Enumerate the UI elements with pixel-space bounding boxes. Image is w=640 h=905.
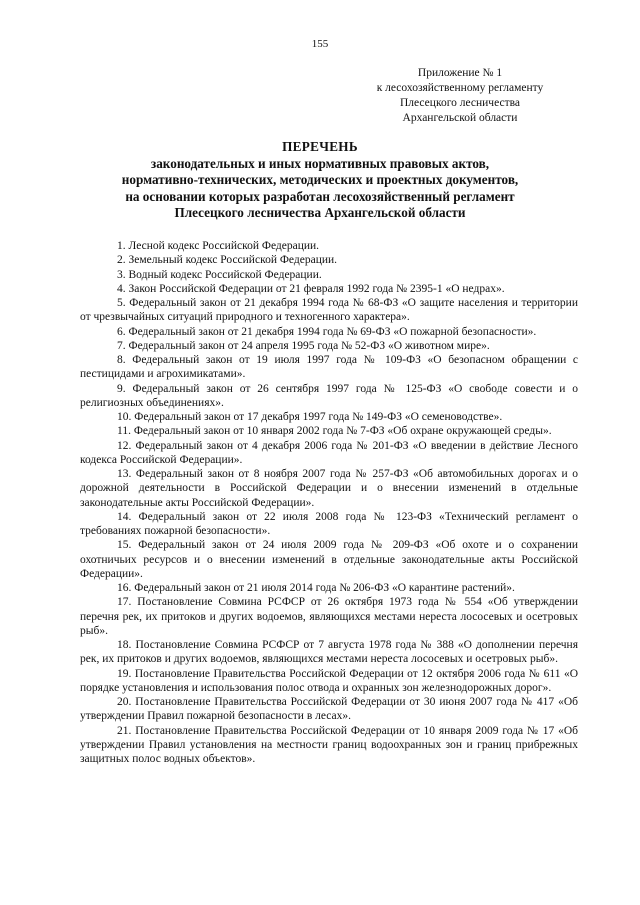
- title-line: на основании которых разработан лесохозяйственный регламент: [125, 188, 515, 204]
- title-heading: ПЕРЕЧЕНЬ: [282, 139, 358, 154]
- document-title: [80, 139, 560, 222]
- list-item: 20. Постановление Правительства Российской Федерации от 30 июня 2007 года № 417 «Об утверждении Правил пожарной безопасности в лесах».: [80, 696, 578, 723]
- page-number: 155: [311, 38, 329, 50]
- list-item: 2. Земельный кодекс Российской Федерации.: [117, 254, 338, 267]
- list-item: 5. Федеральный закон от 21 декабря 1994 года № 68-ФЗ «О защите населения и территории от чрезвычайных ситуаций природного и техногенного характера».: [80, 297, 578, 324]
- list-item: 3. Водный кодекс Российской Федерации.: [117, 268, 322, 281]
- appendix-line: Плесецкого лесничества: [400, 97, 520, 109]
- list-item: 14. Федеральный закон от 22 июля 2008 года № 123-ФЗ «Технический регламент о требованиях пожарной безопасности».: [80, 510, 578, 537]
- list-item: 12. Федеральный закон от 4 декабря 2006 года № 201-ФЗ «О введении в действие Лесного кодекса Российской Федерации».: [80, 439, 578, 466]
- appendix-line: Приложение № 1: [417, 67, 503, 79]
- title-line: законодательных и иных нормативных правовых актов,: [150, 155, 490, 171]
- list-item: 6. Федеральный закон от 21 декабря 1994 года № 69-ФЗ «О пожарной безопасности».: [117, 325, 537, 338]
- list-item: 9. Федеральный закон от 26 сентября 1997 года № 125-ФЗ «О свободе совести и о религиозных объединениях».: [80, 382, 578, 409]
- list-item: 10. Федеральный закон от 17 декабря 1997 года № 149-ФЗ «О семеноводстве».: [117, 411, 503, 423]
- list-item: 1. Лесной кодекс Российской Федерации.: [117, 240, 320, 252]
- list-item: 19. Постановление Правительства Российской Федерации от 12 октября 2006 года № 611 «О порядке установления и использования полос отвода и охранных зон железнодорожных дорог».: [80, 667, 578, 694]
- acts-list: [80, 239, 578, 766]
- list-item: 4. Закон Российской Федерации от 21 февраля 1992 года № 2395-1 «О недрах».: [117, 282, 505, 295]
- appendix-line: к лесохозяйственному регламенту: [376, 82, 544, 94]
- list-item: 13. Федеральный закон от 8 ноября 2007 года № 257-ФЗ «Об автомобильных дорогах и о дорожной деятельности в Российской Федерации и о внесении изменений в отдельные законодательные акты Российской Федерации».: [80, 468, 578, 509]
- list-item: 11. Федеральный закон от 10 января 2002 года № 7-ФЗ «Об охране окружающей среды».: [117, 425, 552, 438]
- list-item: 7. Федеральный закон от 24 апреля 1995 года № 52-ФЗ «О животном мире».: [117, 339, 490, 352]
- list-item: 21. Постановление Правительства Российской Федерации от 10 января 2009 года № 17 «Об утверждении Правил установления на местности границ водоохранных зон и границ прибрежных защитных полос водных объектов».: [80, 724, 578, 765]
- title-line: Плесецкого лесничества Архангельской области: [174, 205, 466, 220]
- list-item: 8. Федеральный закон от 19 июля 1997 года № 109-ФЗ «О безопасном обращении с пестицидами и агрохимикатами».: [80, 354, 578, 381]
- title-line: нормативно-технических, методических и проектных документов,: [121, 172, 519, 187]
- list-item: 17. Постановление Совмина РСФСР от 26 октября 1973 года № 554 «Об утверждении перечня рек, их притоков и других водоемов, являющихся местами нереста лососевых и осетровых рыб».: [80, 596, 578, 637]
- appendix-line: Архангельской области: [402, 112, 518, 124]
- list-item: 18. Постановление Совмина РСФСР от 7 августа 1978 года № 388 «О дополнении перечня рек, их притоков и других водоемов, являющихся местами нереста лососевых и осетровых рыб».: [80, 639, 578, 666]
- list-item: 15. Федеральный закон от 24 июля 2009 года № 209-ФЗ «Об охоте и о сохранении охотничьих ресурсов и о внесении изменений в отдельные законодательные акты Российской Федерации».: [80, 539, 578, 580]
- appendix-note: [340, 66, 580, 126]
- list-item: 16. Федеральный закон от 21 июля 2014 года № 206-ФЗ «О карантине растений».: [117, 582, 515, 594]
